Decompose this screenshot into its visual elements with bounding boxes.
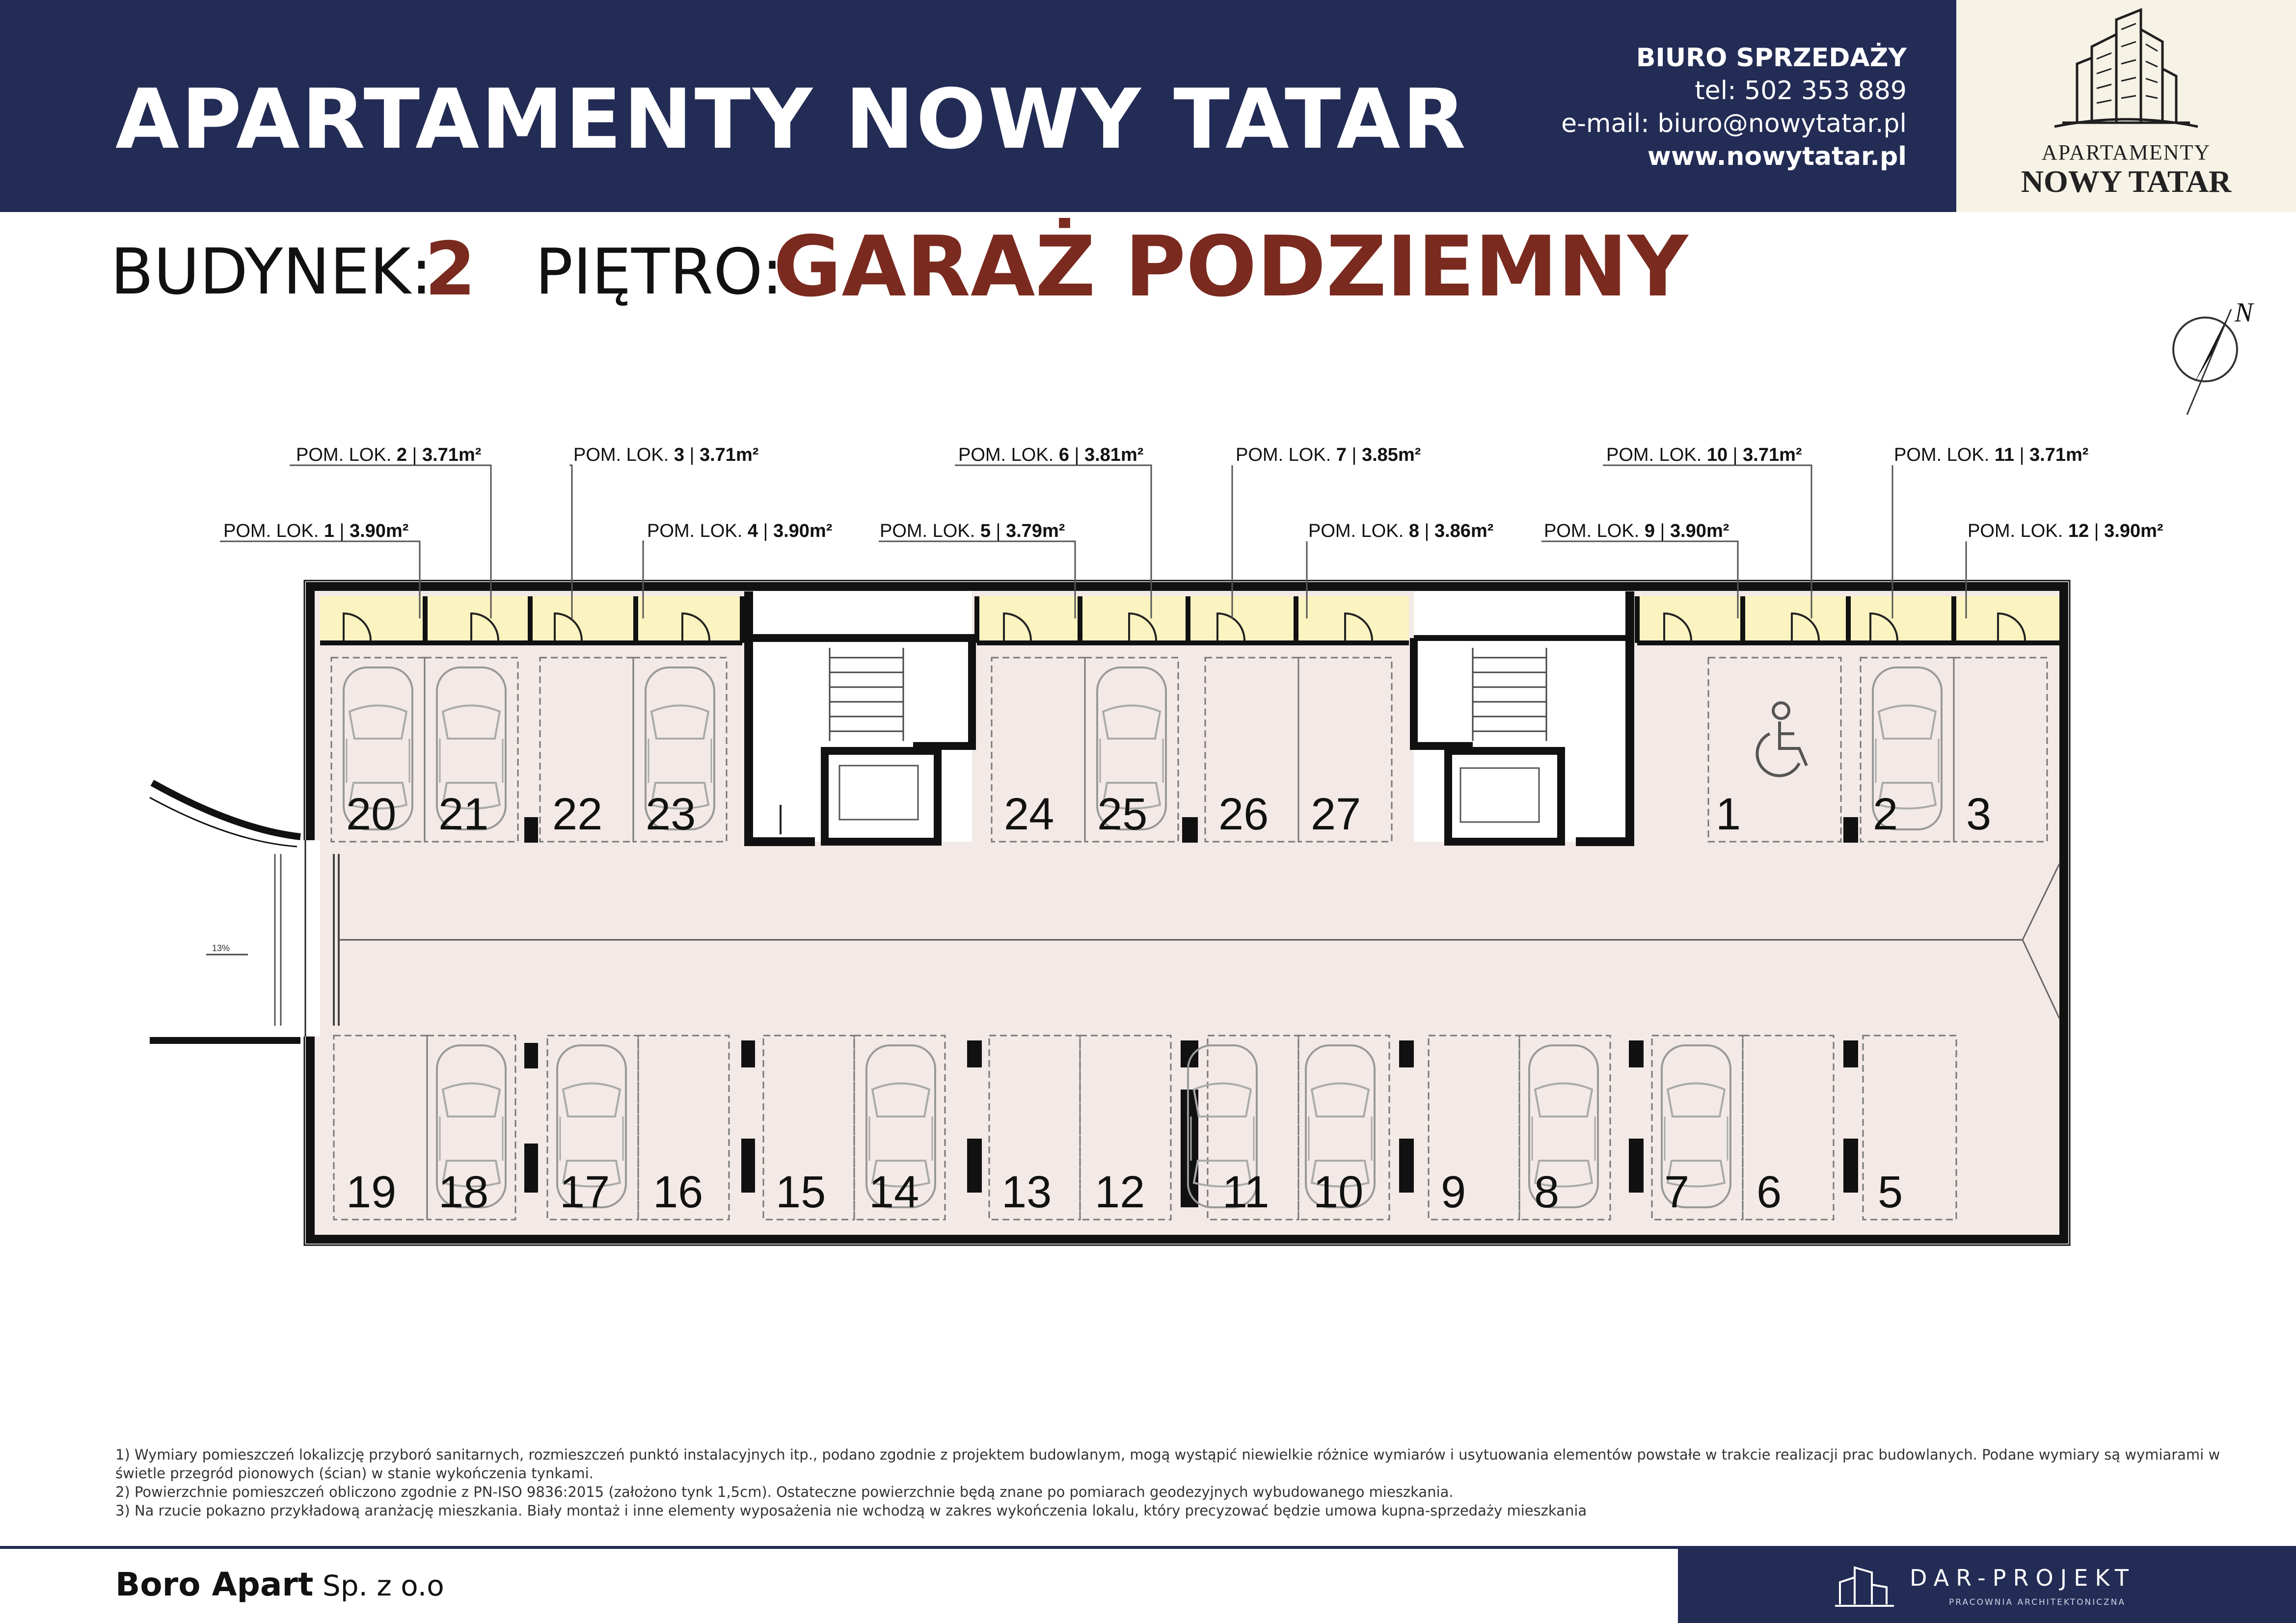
spot-number: 11 — [1222, 1167, 1270, 1217]
sales-office-email[interactable]: e-mail: biuro@nowytatar.pl — [1561, 109, 1907, 138]
storage-label-11: POM. LOK. 11 | 3.71m² — [1894, 445, 2089, 465]
developer-name: Boro Apart Sp. z o.o — [115, 1566, 444, 1603]
spot-number: 18 — [438, 1167, 489, 1217]
spot-number: 16 — [653, 1167, 703, 1217]
designer-subtitle: PRACOWNIA ARCHITEKTONICZNA — [1949, 1597, 2126, 1607]
storage-label-3: POM. LOK. 3 | 3.71m² — [573, 445, 759, 465]
storage-label-10: POM. LOK. 10 | 3.71m² — [1606, 445, 1802, 465]
storage-label-8: POM. LOK. 8 | 3.86m² — [1308, 521, 1494, 541]
floor-name: GARAŻ PODZIEMNY — [773, 218, 1688, 316]
spot-number: 27 — [1311, 789, 1361, 839]
spot-number: 26 — [1218, 789, 1269, 839]
stair-core-east — [1414, 591, 1630, 842]
building-label: BUDYNEK: — [110, 236, 432, 309]
spot-number: 20 — [346, 789, 397, 839]
spot-number: 13 — [1001, 1167, 1052, 1217]
sales-office-phone[interactable]: tel: 502 353 889 — [1695, 76, 1907, 106]
north-arrow-icon — [2173, 297, 2254, 415]
storage-label-1: POM. LOK. 1 | 3.90m² — [223, 521, 409, 541]
spot-number: 25 — [1097, 789, 1148, 839]
spot-number: 3 — [1966, 789, 1992, 839]
spot-number: 2 — [1873, 789, 1898, 839]
spot-number: 12 — [1095, 1167, 1145, 1217]
spot-number: 5 — [1878, 1167, 1903, 1217]
spot-number: 24 — [1004, 789, 1054, 839]
bottom-spot-numbers — [346, 1167, 1903, 1217]
spot-number: 6 — [1756, 1167, 1782, 1217]
storage-label-7: POM. LOK. 7 | 3.85m² — [1236, 445, 1421, 465]
stair-core-west — [749, 591, 972, 842]
spot-number: 22 — [552, 789, 603, 839]
page-title: APARTAMENTY NOWY TATAR — [115, 71, 1468, 167]
storage-label-12: POM. LOK. 12 | 3.90m² — [1968, 521, 2163, 541]
designer-name: DAR-PROJEKT — [1910, 1565, 2136, 1591]
sales-office-title: BIURO SPRZEDAŻY — [1636, 43, 1907, 73]
spot-number: 17 — [560, 1167, 610, 1217]
footnote: 2) Powierzchnie pomieszczeń obliczono zgodnie z PN-ISO 9836:2015 (założono tynk 1,5cm). Ostateczne powierzchnie będą znane po pomiarach geodezyjnych wybudowanego mieszkania. — [115, 1484, 1454, 1500]
storage-label-6: POM. LOK. 6 | 3.81m² — [958, 445, 1144, 465]
spot-number: 21 — [438, 789, 489, 839]
brand-name-line2: NOWY TATAR — [2021, 164, 2232, 199]
footnote: 3) Na rzucie pokazno przykładową aranżację mieszkania. Biały montaż i inne elementy wyposażenia nie wchodzą w zakres wykończenia lokalu, który precyzować będzie umowa kupna-sprzedaży mieszkania — [115, 1502, 1587, 1519]
spot-number: 15 — [776, 1167, 826, 1217]
ramp-slope-label: 13% — [212, 943, 230, 953]
spot-number: 19 — [346, 1167, 397, 1217]
storage-label-4: POM. LOK. 4 | 3.90m² — [647, 521, 833, 541]
storage-label-9: POM. LOK. 9 | 3.90m² — [1544, 521, 1729, 541]
storage-label-2: POM. LOK. 2 | 3.71m² — [296, 445, 482, 465]
spot-number: 23 — [646, 789, 696, 839]
floor-label: PIĘTRO: — [535, 236, 783, 309]
footnotes — [115, 1445, 2241, 1520]
building-number: 2 — [425, 227, 476, 312]
spot-number: 8 — [1534, 1167, 1560, 1217]
spot-number: 9 — [1441, 1167, 1466, 1217]
north-label: N — [2235, 297, 2253, 328]
brand-name-line1: APARTAMENTY — [2041, 140, 2211, 164]
storage-label-5: POM. LOK. 5 | 3.79m² — [880, 521, 1065, 541]
spot-number: 10 — [1313, 1167, 1364, 1217]
sales-office-website[interactable]: www.nowytatar.pl — [1647, 142, 1907, 171]
spot-number: 7 — [1664, 1167, 1690, 1217]
designer-logo-icon — [1835, 1563, 1899, 1609]
spot-number: 1 — [1716, 789, 1741, 839]
spot-number: 14 — [869, 1167, 919, 1217]
ramp-opening — [300, 840, 320, 1037]
footnote: 1) Wymiary pomieszczeń lokalizcję przyboró sanitarnych, rozmieszczeń punktó instalacyjnych itp., podano zgodnie z projektem budowlanym, mogą wystąpić niewielkie różnice wymiarów i usytuowania elementów powstałe w trakcie realizacji prac budowlanych. Podane wymiary są wymiarami w świetle przegród pionowych (ścian) w stanie wykończenia tynkami. — [115, 1446, 2220, 1482]
